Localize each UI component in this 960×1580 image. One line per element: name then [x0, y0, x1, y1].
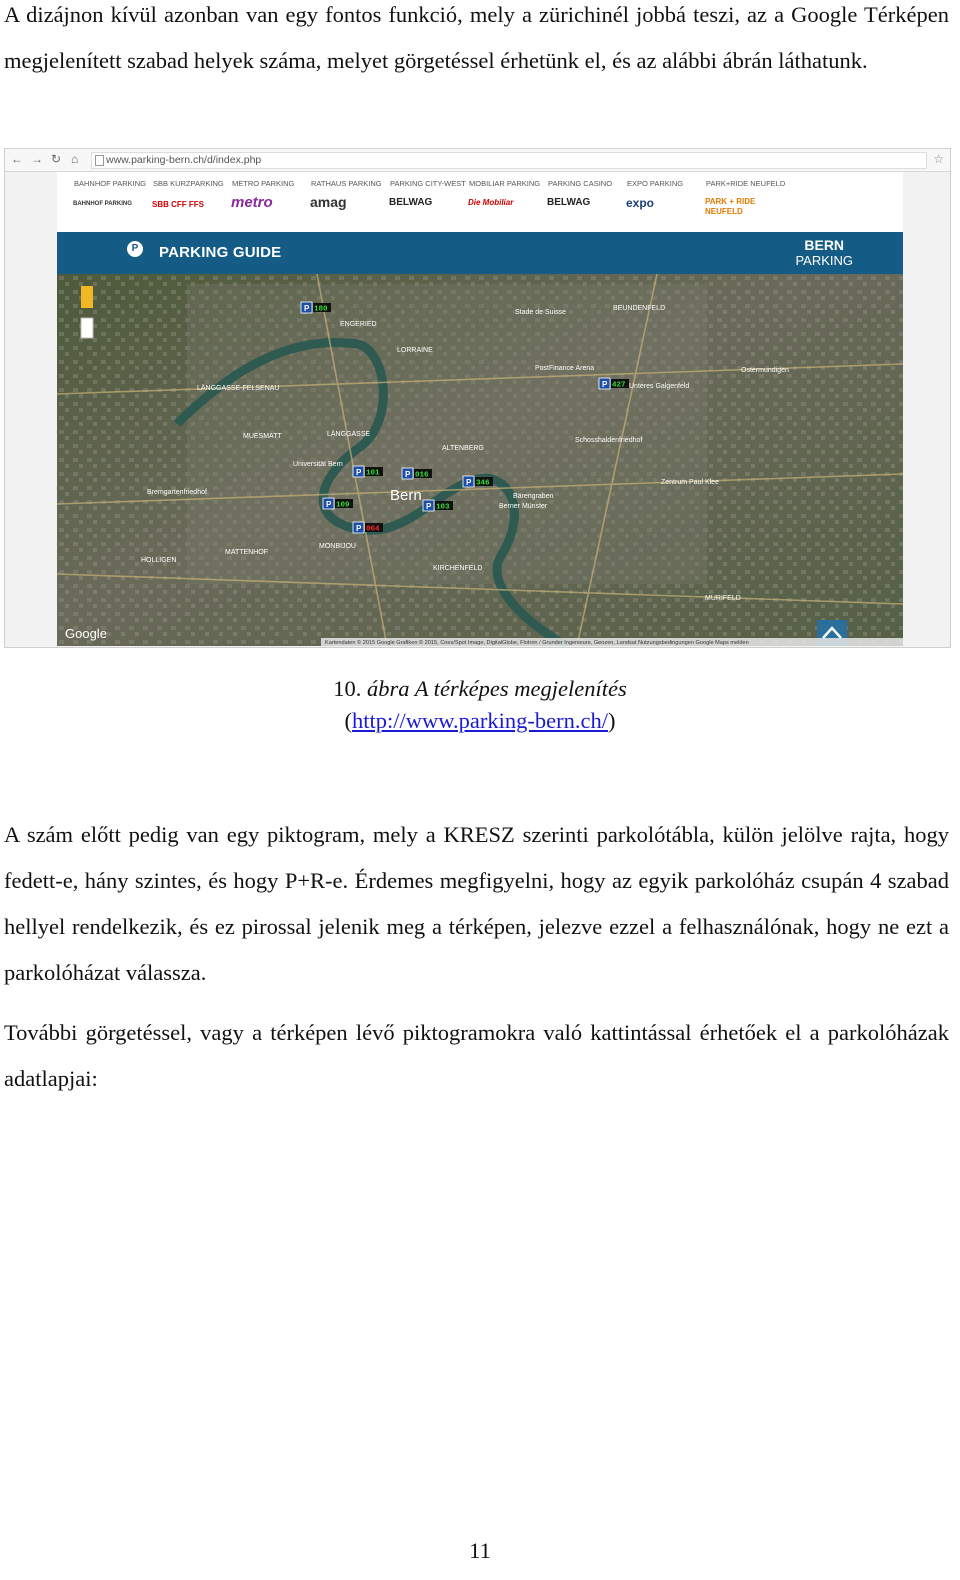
- map-place-label: LORRAINE: [397, 347, 433, 354]
- satellite-map: [57, 274, 903, 646]
- reload-icon: ↻: [51, 152, 62, 166]
- map-place-label: MATTENHOF: [225, 549, 269, 556]
- partner-casino: [531, 172, 613, 232]
- partner-name: SBB KURZPARKING: [153, 179, 224, 188]
- free-spaces-count: 180: [314, 305, 328, 314]
- parking-marker[interactable]: [463, 476, 493, 488]
- parking-sign-letter: P: [426, 502, 432, 511]
- map-place-label: Schosshaldenfriedhof: [575, 437, 643, 444]
- parking-sign-letter: P: [356, 524, 362, 533]
- address-bar: [91, 152, 927, 169]
- figure-caption-title: [0, 673, 960, 705]
- partner-logo: amag: [310, 194, 347, 210]
- free-spaces-count: 004: [366, 525, 380, 534]
- map-place-label: PostFinance Arena: [535, 365, 595, 372]
- free-spaces-count: 103: [436, 503, 450, 512]
- parking-marker[interactable]: [353, 522, 383, 534]
- map-place-label: Bremgartenfriedhof: [147, 489, 207, 496]
- map-place-label: BEUNDENFELD: [613, 305, 666, 312]
- map-place-label: Bärengraben: [513, 493, 554, 500]
- caption-close-paren: ): [607, 708, 616, 733]
- partner-logo: BAHNHOF PARKING: [73, 201, 132, 207]
- free-spaces-count: 109: [336, 501, 350, 510]
- map-place-label: HOLLIGEN: [141, 557, 177, 564]
- partner-neufeld: [689, 172, 786, 232]
- partner-name: BAHNHOF PARKING: [74, 179, 146, 188]
- header-title: PARKING GUIDE: [159, 244, 282, 261]
- parking-marker[interactable]: [423, 500, 453, 512]
- partner-bahnhof: [57, 172, 146, 232]
- map-place-label: Bern: [390, 487, 422, 504]
- partner-logo: BELWAG: [389, 197, 433, 208]
- page-icon: [95, 155, 104, 166]
- parking-sign-letter: P: [602, 380, 608, 389]
- partner-name: PARKING CASINO: [548, 179, 613, 188]
- home-icon: ⌂: [71, 152, 79, 166]
- partner-name: METRO PARKING: [232, 179, 295, 188]
- page-number: 11: [469, 1538, 491, 1563]
- caption-open-paren: (: [344, 708, 352, 733]
- partner-sbb: [136, 172, 224, 232]
- source-link[interactable]: http://www.parking-bern.ch/: [352, 708, 608, 733]
- brand-line2: PARKING: [795, 253, 853, 268]
- map-attribution: Kartendaten © 2015 Google Grafiken © 2015, Cnes/Spot Image, DigitalGlobe, Flotron / Grunder Ingenieure, Geozen, Landsat Nutzungsbedingungen Google Maps melden: [325, 640, 749, 646]
- free-spaces-count: 016: [415, 471, 429, 480]
- map-place-label: ENGERIED: [340, 321, 377, 328]
- partner-metro: [215, 172, 294, 232]
- partner-name: PARKING CITY-WEST: [390, 179, 466, 188]
- map-place-label: LÄNGGASSE-FELSENAU: [197, 385, 280, 392]
- partner-name: MOBILIAR PARKING: [469, 179, 541, 188]
- parking-sign-letter: P: [405, 470, 411, 479]
- google-label: Google: [65, 626, 107, 641]
- partner-logo: BELWAG: [547, 197, 591, 208]
- partner-name: PARK+RIDE NEUFELD: [706, 179, 786, 188]
- bern-parking-logo: [795, 238, 853, 268]
- caption-title: ábra A térképes megjelenítés: [367, 676, 627, 701]
- address-url: www.parking-bern.ch/d/index.php: [106, 154, 262, 166]
- parking-sign-letter: P: [466, 478, 472, 487]
- website-screenshot: [4, 148, 951, 648]
- partner-logo: Die Mobiliar: [468, 198, 514, 207]
- paragraph-pictogram: A szám előtt pedig van egy piktogram, mely a KRESZ szerinti parkolótábla, külön jelölve rajta, hogy fedett-e, hány szintes, és hogy P+R-e. Érdemes megfigyelni, hogy az egyik parkolóház csupán 4 szabad hellyel rendelkezik, és ez pirossal jelenik meg a térképen, jelezve ezzel a felhasználónak, hogy ne ezt a parkolóházat válassza.: [4, 822, 949, 985]
- map-place-label: Ostermundigen: [741, 367, 789, 374]
- parking-marker[interactable]: [402, 468, 432, 480]
- map-place-label: Unteres Galgenfeld: [629, 383, 690, 390]
- pegman-icon: [81, 286, 93, 308]
- figure-caption-source: [0, 705, 960, 737]
- free-spaces-count: 346: [476, 479, 490, 488]
- map-place-label: ALTENBERG: [442, 445, 484, 452]
- partner-rathaus: [294, 172, 382, 232]
- parking-marker[interactable]: [301, 302, 331, 314]
- parking-sign-letter: P: [304, 304, 310, 313]
- parking-sign-letter: P: [326, 500, 332, 509]
- free-spaces-count: 101: [366, 469, 380, 478]
- map-place-label: MURIFELD: [705, 595, 741, 602]
- map-place-label: MONBIJOU: [319, 543, 356, 550]
- back-arrow-icon: ←: [11, 152, 23, 166]
- map-place-label: Berner Münster: [499, 503, 548, 510]
- parking-marker[interactable]: [353, 466, 383, 478]
- map-place-label: KIRCHENFELD: [433, 565, 483, 572]
- partner-mobiliar: [452, 172, 541, 232]
- partner-name: RATHAUS PARKING: [311, 179, 382, 188]
- map-place-label: Zentrum Paul Klee: [661, 479, 719, 486]
- partner-logo: PARK + RIDE NEUFELD: [705, 197, 756, 216]
- star-icon: ☆: [933, 152, 944, 166]
- paragraph-scrolling: További görgetéssel, vagy a térképen lévő piktogramokra való kattintással érhetőek el a parkolóházak adatlapjai:: [4, 1020, 949, 1091]
- partner-logo: metro: [231, 194, 273, 211]
- partner-logo: SBB CFF FFS: [152, 200, 204, 209]
- parking-marker[interactable]: [599, 378, 629, 390]
- partner-logo: expo: [626, 196, 655, 210]
- parking-guide-header: [57, 232, 903, 274]
- location-pin-icon: P: [127, 241, 143, 257]
- partner-city-west: [373, 172, 466, 232]
- parking-marker[interactable]: [323, 498, 353, 510]
- forward-arrow-icon: →: [31, 152, 43, 166]
- free-spaces-count: 427: [612, 381, 626, 390]
- partner-name: EXPO PARKING: [627, 179, 684, 188]
- map-place-label: Stade de Suisse: [515, 309, 566, 316]
- browser-toolbar: [5, 149, 950, 172]
- map-place-label: LÄNGGASSE: [327, 431, 371, 438]
- brand-line1: BERN: [804, 237, 845, 253]
- partner-logo-strip: [57, 172, 903, 232]
- zoom-control: [81, 318, 93, 338]
- map-place-label: Universität Bern: [293, 461, 343, 468]
- map-place-label: MUESMATT: [243, 433, 282, 440]
- partner-expo: [610, 172, 689, 232]
- caption-number: 10.: [333, 676, 367, 701]
- paragraph-intro: A dizájnon kívül azonban van egy fontos funkció, mely a zürichinél jobbá teszi, az a Google Térképen megjelenített szabad helyek száma, melyet görgetéssel érhetünk el, és az alábbi ábrán láthatunk.: [4, 2, 949, 73]
- parking-sign-letter: P: [356, 468, 362, 477]
